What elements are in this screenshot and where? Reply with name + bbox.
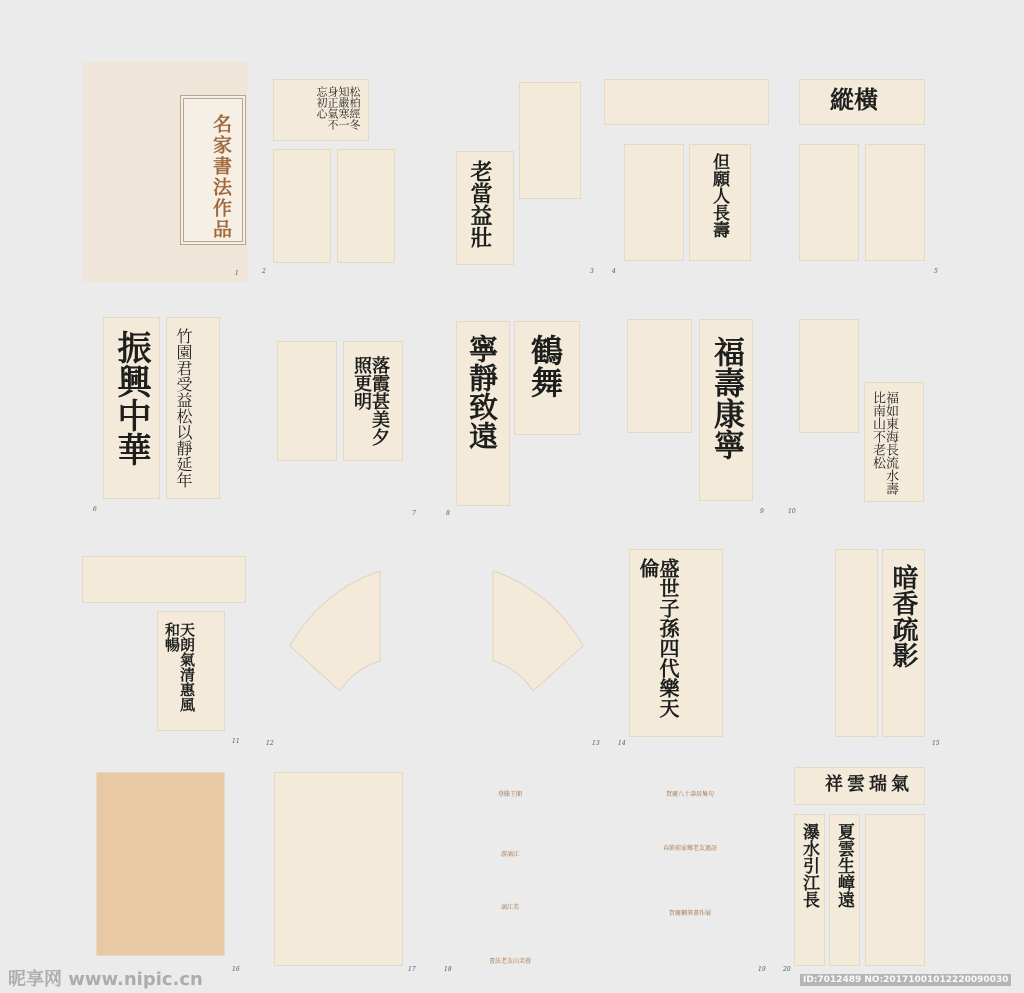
page-number: 11 [232,738,240,745]
calligraphy-scroll [275,773,402,965]
page-number: 9 [760,508,764,515]
page-number: 20 [783,966,791,973]
calligraphy-scroll [800,320,858,432]
calligraphy-text: 天朗氣清惠風和暢 [163,622,196,712]
poem-text [465,790,555,966]
page-number: 16 [232,966,240,973]
poem-title: 賀慶八十壽辰集句 [665,791,714,798]
poem-title: 春節前家鄉老友過訪 [662,844,717,852]
calligraphy-scroll [830,815,859,965]
page-number: 17 [408,966,416,973]
poem-text [640,790,740,919]
page-number: 14 [618,740,626,747]
calligraphy-text: 老當益壯 [467,160,493,248]
calligraphy-scroll [883,550,924,736]
calligraphy-scroll [800,145,858,260]
calligraphy-text: 松柏經冬知嚴寒一身正氣不忘初心 [315,86,361,130]
calligraphy-text: 瀑水引江長 [799,823,819,908]
page-number: 10 [788,508,796,515]
page-number: 5 [934,268,938,275]
page-number: 13 [592,740,600,747]
page-number: 19 [758,966,766,973]
calligraphy-text: 寧靜致遠 [465,334,499,450]
cover-title-frame [180,95,246,245]
page-number: 18 [444,966,452,973]
calligraphy-text: 振興中華 [111,330,151,466]
page-number: 7 [412,510,416,517]
calligraphy-text: 鶴舞 [526,334,564,398]
page-number: 12 [266,740,274,747]
calligraphy-scroll [800,80,924,124]
calligraphy-text: 福如東海長流水壽比南山不老松 [870,391,898,495]
poem-title: 賀慶鋼筆畫作展 [668,910,711,918]
page-number: 8 [446,510,450,517]
calligraphy-scroll [457,322,509,505]
calligraphy-scroll [457,152,513,264]
cover-page [83,62,248,282]
calligraphy-scroll [338,150,394,262]
calligraphy-scroll [274,150,330,262]
calligraphy-text: 縱橫 [830,85,878,114]
page-number: 3 [590,268,594,275]
watermark-right: ID:7012489 NO:20171001012220090030 [800,974,1011,986]
poem-title: 登滕王閣 [497,791,522,798]
calligraphy-scroll [97,773,224,955]
calligraphy-text: 落霞甚美夕照更明 [351,356,390,446]
page-number: 2 [262,268,266,275]
calligraphy-text: 暗香疏影 [888,564,918,668]
cover-title: 名家書法作品 [210,114,232,240]
poem-title: 游漓江 [500,850,519,858]
poem-title: 漓江美 [500,904,519,912]
calligraphy-scroll [520,83,580,198]
page-number: 1 [235,270,239,277]
calligraphy-text: 盛世子孫四代樂天倫 [636,558,680,718]
fan-calligraphy [478,566,588,731]
page-number: 6 [93,506,97,513]
calligraphy-scroll [865,383,923,501]
watermark-left: 昵享网 www.nipic.cn [8,969,203,990]
calligraphy-scroll [795,815,824,965]
calligraphy-scroll [795,768,924,804]
calligraphy-scroll [344,342,402,460]
calligraphy-scroll [515,322,579,434]
calligraphy-scroll [158,612,224,730]
calligraphy-scroll [866,145,924,260]
calligraphy-scroll [866,815,924,965]
calligraphy-text: 但願人長壽 [709,153,729,238]
calligraphy-text: 竹園君受益松以靜延年 [174,328,193,488]
page-number: 4 [612,268,616,275]
calligraphy-scroll [836,550,877,736]
page-number: 15 [932,740,940,747]
poem-title: 書法老友山芙蓉 [488,957,531,965]
calligraphy-scroll [690,145,750,260]
fan-calligraphy [285,566,395,731]
calligraphy-scroll [83,557,245,602]
calligraphy-scroll [274,80,368,140]
calligraphy-scroll [628,320,691,432]
calligraphy-scroll [700,320,752,500]
calligraphy-scroll [167,318,219,498]
calligraphy-scroll [630,550,722,736]
calligraphy-text: 夏雲生嶂遠 [834,823,854,908]
calligraphy-scroll [278,342,336,460]
calligraphy-scroll [625,145,683,260]
calligraphy-text: 祥雲瑞氣 [825,774,913,795]
calligraphy-text: 福壽康寧 [708,336,744,460]
calligraphy-scroll [605,80,768,124]
calligraphy-scroll [104,318,159,498]
